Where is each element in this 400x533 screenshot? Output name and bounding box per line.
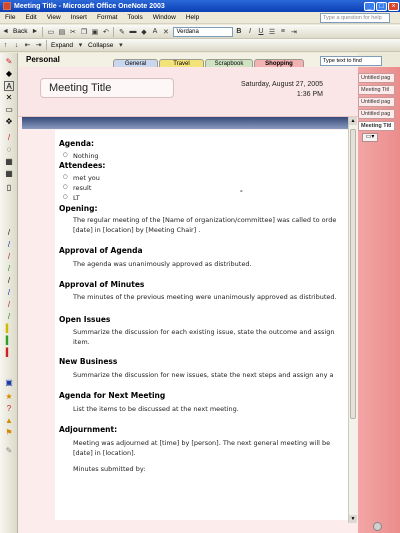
scroll-thumb[interactable]: [350, 129, 356, 419]
new-page-button[interactable]: ▭▾: [362, 133, 378, 142]
left-pen-toolbar: [0, 53, 18, 533]
copy-icon[interactable]: ❐: [80, 28, 88, 36]
menu-edit[interactable]: Edit: [25, 14, 37, 21]
list-item[interactable]: ○ Nothing: [73, 152, 99, 160]
list-item[interactable]: ○ result: [73, 184, 91, 192]
collapse-button[interactable]: Collapse: [88, 41, 114, 49]
scroll-up-arrow-icon[interactable]: ▲: [350, 118, 356, 124]
close-button[interactable]: ×: [388, 2, 399, 11]
pen-icon[interactable]: ✎: [119, 28, 125, 36]
standard-toolbar: [0, 25, 400, 39]
format-icon[interactable]: ▦: [5, 157, 13, 166]
onenote-app-icon[interactable]: [3, 2, 11, 10]
chevron-down-icon[interactable]: ▾: [119, 42, 123, 49]
section-tab-scrapbook[interactable]: Scrapbook: [205, 59, 253, 68]
agenda-heading: Agenda:: [59, 139, 95, 148]
warning-icon[interactable]: ▲: [5, 416, 13, 425]
menu-window[interactable]: Window: [152, 14, 176, 21]
type-icon[interactable]: A: [4, 81, 14, 91]
underline-button[interactable]: U: [258, 28, 264, 35]
window-title: Meeting Title - Microsoft Office OneNote 2003: [14, 2, 165, 10]
green-highlighter-icon[interactable]: ▍: [5, 336, 13, 345]
forward-arrow-icon[interactable]: ►: [31, 28, 39, 35]
find-text-input[interactable]: Type text to find: [320, 56, 382, 66]
cursor-mark: -: [240, 187, 243, 195]
menu-insert[interactable]: Insert: [70, 14, 87, 21]
title-bar: [0, 0, 400, 12]
menu-tools[interactable]: Tools: [127, 14, 143, 21]
green-pen-icon[interactable]: /: [7, 264, 11, 273]
toolbar-separator: [46, 40, 47, 50]
next-agenda-heading: Agenda for Next Meeting: [59, 391, 166, 400]
approval-minutes-text[interactable]: The minutes of the previous meeting were unanimously approved as distributed.: [73, 293, 337, 301]
back-button[interactable]: Back: [13, 28, 28, 35]
section-tab-general[interactable]: General: [113, 59, 158, 68]
outline-toolbar: [0, 39, 400, 52]
black-pen-icon[interactable]: /: [7, 228, 11, 237]
blue-pen-icon[interactable]: /: [7, 288, 11, 297]
section-tab-travel[interactable]: Travel: [159, 59, 204, 68]
note-content[interactable]: [55, 130, 349, 520]
section-tab-shopping[interactable]: Shopping: [254, 59, 304, 68]
pen-red-icon[interactable]: ✎: [5, 57, 13, 66]
paste-icon[interactable]: ▣: [91, 28, 99, 36]
adjournment-line2[interactable]: [date] in [location].: [73, 449, 136, 457]
menu-view[interactable]: View: [46, 14, 61, 21]
save-icon[interactable]: ▣: [5, 378, 13, 387]
eraser-icon[interactable]: ◆: [5, 69, 13, 78]
back-arrow-icon[interactable]: ◄: [2, 28, 9, 35]
numbering-icon[interactable]: ≡: [280, 28, 285, 35]
notebook-name[interactable]: Personal: [26, 55, 60, 64]
page-tab[interactable]: Untitled pag: [358, 73, 395, 83]
vertical-scrollbar[interactable]: [348, 117, 356, 523]
page-tab-active[interactable]: Meeting Titl: [358, 121, 395, 131]
lasso-icon[interactable]: ◌: [6, 145, 12, 154]
scroll-down-arrow-icon[interactable]: ▼: [350, 516, 356, 522]
type-select-icon[interactable]: A: [152, 28, 158, 35]
opening-text-line2[interactable]: [date] in [location] by [Meeting Chair] .: [73, 226, 201, 234]
open-issues-line2[interactable]: item.: [73, 338, 90, 346]
minimize-button[interactable]: _: [364, 2, 375, 11]
insert-space-icon[interactable]: ▯: [6, 183, 12, 192]
adjournment-heading: Adjournment:: [59, 425, 118, 434]
menu-bar: [0, 12, 400, 24]
indent-icon[interactable]: ⇥: [291, 28, 297, 36]
section-tabs-bar: [18, 53, 358, 67]
yellow-highlighter-icon[interactable]: ▍: [5, 324, 13, 333]
open-issues-heading: Open Issues: [59, 315, 111, 324]
bullets-icon[interactable]: ☰: [268, 28, 276, 36]
page-time: 1:36 PM: [296, 91, 323, 98]
delete-icon[interactable]: ✕: [163, 28, 169, 36]
menu-file[interactable]: File: [5, 14, 16, 21]
blue-pen-icon[interactable]: /: [7, 240, 11, 249]
promote-icon[interactable]: ⇤: [24, 42, 31, 49]
attendees-heading: Attendees:: [59, 161, 106, 170]
page-date: Saturday, August 27, 2005: [241, 81, 323, 88]
new-page-icon[interactable]: ▭: [47, 28, 55, 36]
question-icon[interactable]: ?: [6, 404, 12, 413]
next-agenda-text[interactable]: List the items to be discussed at the next meeting.: [73, 405, 239, 413]
move-icon[interactable]: ✥: [5, 117, 13, 126]
new-business-text[interactable]: Summarize the discussion for new issues, state the next steps and assign any a: [73, 371, 334, 379]
opening-text-line1[interactable]: The regular meeting of the [Name of organization/committee] was called to orde: [73, 216, 337, 224]
print-icon[interactable]: ▤: [58, 28, 66, 36]
approval-agenda-text[interactable]: The agenda was unanimously approved as distributed.: [73, 260, 252, 268]
move-down-icon[interactable]: ↓: [14, 41, 19, 49]
ink-icon[interactable]: [373, 522, 382, 531]
page-tab[interactable]: Untitled pag: [358, 109, 395, 119]
close-icon[interactable]: ✕: [5, 93, 13, 102]
page-banner: [22, 117, 352, 129]
chevron-down-icon[interactable]: ▾: [78, 42, 83, 49]
expand-button[interactable]: Expand: [51, 41, 74, 49]
approval-agenda-heading: Approval of Agenda: [59, 246, 143, 255]
help-search-input[interactable]: Type a question for help: [320, 13, 390, 23]
menu-format[interactable]: Format: [96, 14, 118, 21]
maximize-button[interactable]: □: [376, 2, 387, 11]
opening-heading: Opening:: [59, 204, 98, 213]
menu-help[interactable]: Help: [185, 14, 200, 21]
highlighter-icon[interactable]: ▬: [129, 28, 137, 35]
approval-minutes-heading: Approval of Minutes: [59, 280, 145, 289]
new-business-heading: New Business: [59, 357, 118, 366]
italic-button[interactable]: I: [248, 28, 251, 35]
red-pen-icon[interactable]: /: [7, 133, 11, 142]
page-tab[interactable]: Untitled pag: [358, 97, 395, 107]
move-up-icon[interactable]: ↑: [3, 41, 8, 49]
undo-icon[interactable]: ↶: [103, 28, 109, 36]
demote-icon[interactable]: ⇥: [35, 42, 42, 49]
pink-highlighter-icon[interactable]: ▍: [5, 348, 13, 357]
page-title[interactable]: Meeting Title: [40, 78, 174, 98]
flag-icon[interactable]: ⚑: [5, 428, 13, 437]
black-pen-icon[interactable]: /: [7, 276, 11, 285]
list-item[interactable]: ○ LT: [73, 194, 80, 202]
grid-icon[interactable]: ▦: [5, 169, 13, 178]
font-name-field[interactable]: Verdana: [173, 27, 233, 37]
toolbar-separator: [42, 27, 43, 37]
green-pen-icon[interactable]: /: [7, 312, 11, 321]
page-tab[interactable]: Meeting Titl: [358, 85, 395, 95]
toolbar-separator: [113, 27, 114, 37]
open-issues-line1[interactable]: Summarize the discussion for each existing issue, state the outcome and assign: [73, 328, 335, 336]
bold-button[interactable]: B: [236, 28, 242, 35]
eraser-icon[interactable]: ◆: [141, 28, 147, 36]
minutes-submitted-by[interactable]: Minutes submitted by:: [73, 465, 146, 473]
pen-gray-icon[interactable]: ✎: [5, 446, 13, 455]
select-icon[interactable]: ▭: [5, 105, 13, 114]
red-pen-icon[interactable]: /: [7, 252, 11, 261]
cut-icon[interactable]: ✂: [70, 28, 76, 36]
red-pen-icon[interactable]: /: [7, 300, 11, 309]
adjournment-line1[interactable]: Meeting was adjourned at [time] by [person]. The next general meeting will be: [73, 439, 331, 447]
star-icon[interactable]: ★: [5, 392, 13, 401]
list-item[interactable]: ○ met you: [73, 174, 100, 182]
